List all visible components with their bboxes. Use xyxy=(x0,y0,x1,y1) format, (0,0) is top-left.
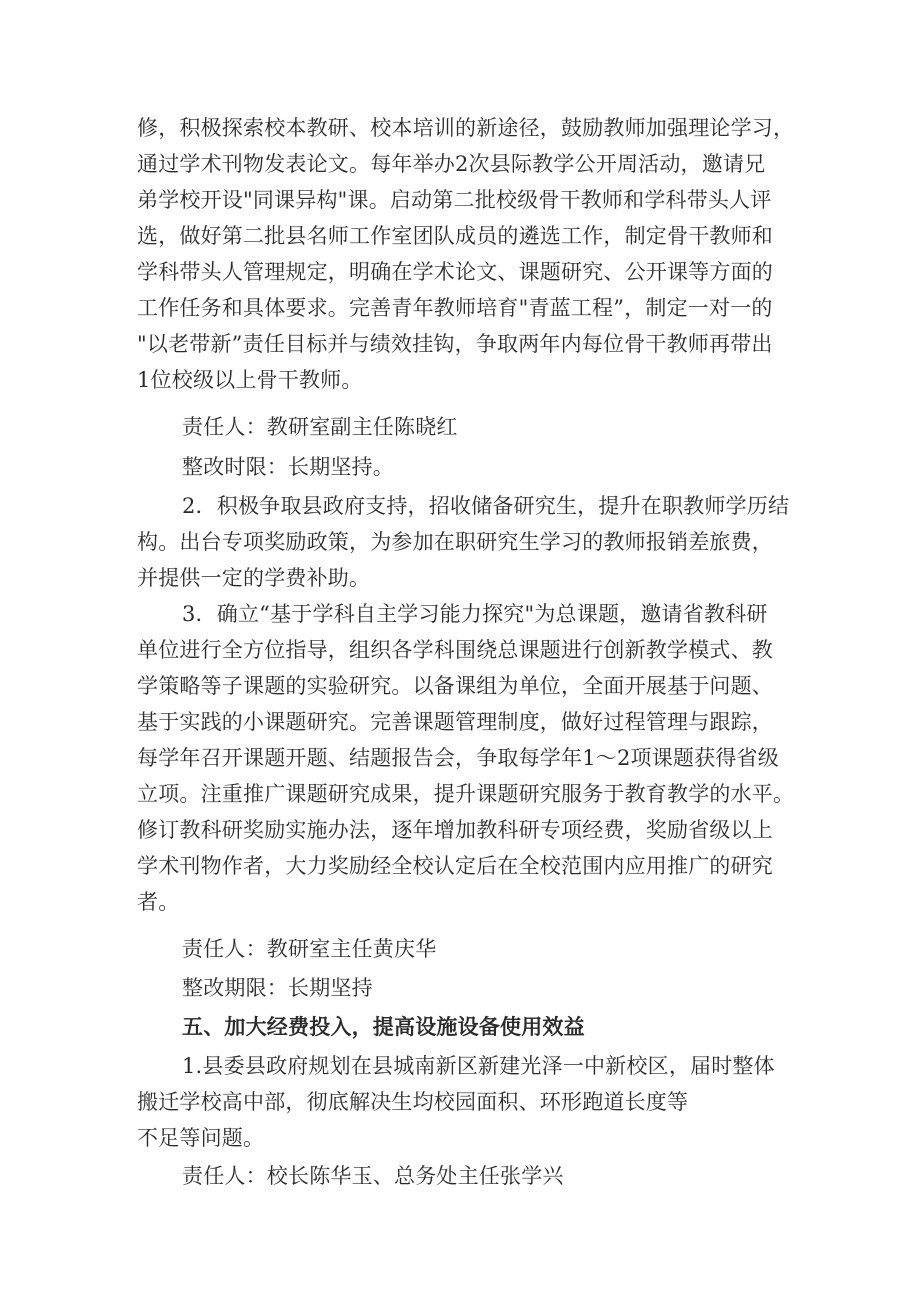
item2-line-1: 2．积极争取县政府支持，招收储备研究生，提升在职教师学历结 xyxy=(182,494,790,518)
item2-line-3: 并提供一定的学费补助。 xyxy=(137,566,371,590)
item3-line-3: 学策略等子课题的实验研究。以备课组为单位，全面开展基于问题、 xyxy=(137,674,773,698)
item3-line-9: 者。 xyxy=(137,890,180,914)
item3-line-7: 修订教科研奖励实施办法，逐年增加教科研专项经费，奖励省级以上 xyxy=(137,818,773,842)
item2-line-2: 构。出台专项奖励政策，为参加在职研究生学习的教师报销差旅费， xyxy=(137,530,773,554)
para1-line-3: 弟学校开设"同课异构"课。启动第二批校级骨干教师和学科带头人评 xyxy=(137,188,772,212)
deadline-3: 整改期限：长期坚持 xyxy=(182,976,373,1000)
para1-line-8: 1位校级以上骨干教师。 xyxy=(137,368,363,392)
item3-line-4: 基于实践的小课题研究。完善课题管理制度，做好过程管理与跟踪， xyxy=(137,710,773,734)
para1-line-7: "以老带新”责任目标并与绩效挂钩，争取两年内每位骨干教师再带出 xyxy=(137,332,773,356)
para1-line-4: 选，做好第二批县名师工作室团队成员的遴选工作，制定骨干教师和 xyxy=(137,224,773,248)
para1-line-6: 工作任务和具体要求。完善青年教师培育"青蓝工程”，制定一对一的 xyxy=(137,296,773,320)
para1-line-5: 学科带头人管理规定，明确在学术论文、课题研究、公开课等方面的 xyxy=(137,260,773,284)
item5-1-line-3: 不足等问题。 xyxy=(137,1126,265,1150)
item5-1-line-1: 1.县委县政府规划在县城南新区新建光泽一中新校区，届时整体 xyxy=(182,1054,775,1078)
responsible-person-3: 责任人：教研室主任黄庆华 xyxy=(182,937,437,961)
item3-line-5: 每学年召开课题开题、结题报告会，争取每学年1～2项课题获得省级 xyxy=(137,746,779,770)
responsible-person-1: 责任人：教研室副主任陈晓红 xyxy=(182,415,458,439)
item5-1-line-2: 搬迁学校高中部，彻底解决生均校园面积、环形跑道长度等 xyxy=(137,1090,689,1114)
item3-line-1: 3．确立“基于学科自主学习能力探究"为总课题，邀请省教科研 xyxy=(182,602,768,626)
item3-line-2: 单位进行全方位指导，组织各学科围绕总课题进行创新教学模式、教 xyxy=(137,638,773,662)
para1-line-2: 通过学术刊物发表论文。每年举办2次县际教学公开周活动，邀请兄 xyxy=(137,152,766,176)
responsible-person-5-1: 责任人：校长陈华玉、总务处主任张学兴 xyxy=(182,1164,564,1188)
section-5-title: 五、加大经费投入，提高设施设备使用效益 xyxy=(182,1015,585,1039)
item3-line-8: 学术刊物作者，大力奖励经全校认定后在全校范围内应用推广的研究 xyxy=(137,854,773,878)
para1-line-1: 修，积极探索校本教研、校本培训的新途径，鼓励教师加强理论学习， xyxy=(137,116,795,140)
item3-line-6: 立项。注重推广课题研究成果，提升课题研究服务于教育教学的水平。 xyxy=(137,782,795,806)
deadline-1: 整改时限：长期坚持。 xyxy=(182,455,394,479)
